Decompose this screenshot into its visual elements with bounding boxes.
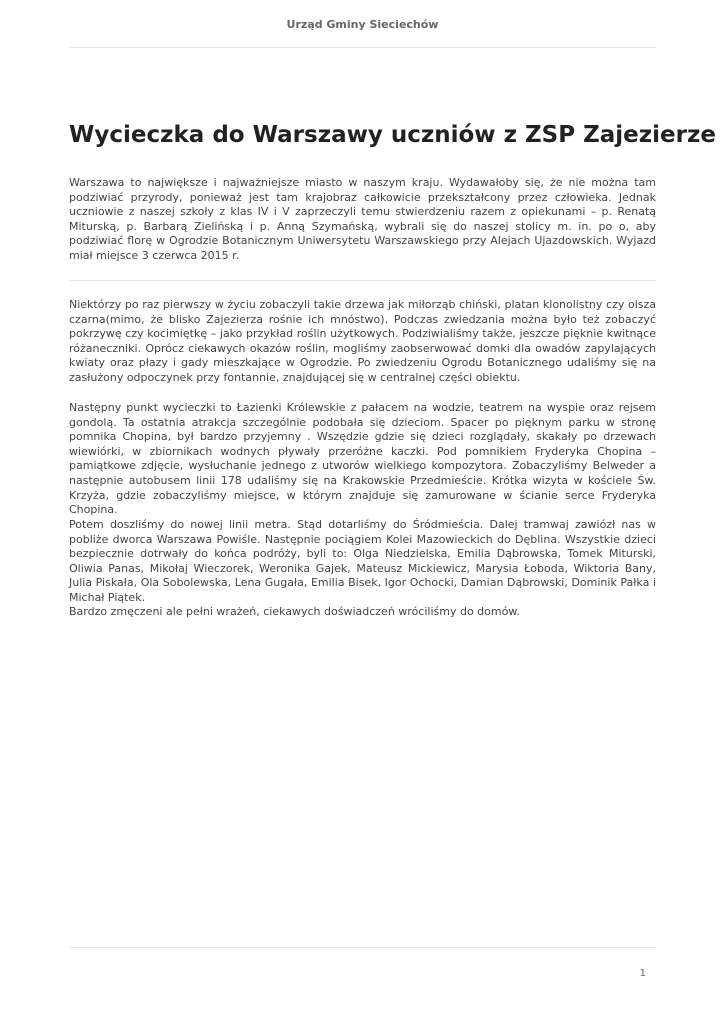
footer-divider (69, 947, 656, 948)
article-intro: Warszawa to największe i najważniejsze miasto w naszym kraju. Wydawałoby się, że nie można tam podziwiać przyrody, ponieważ jest tam krajobraz całkowicie przekształcony przez człowieka. Jednak uczniowie z naszej szkoły z klas IV i V zaprzeczyli temu stwierdzeniu razem z opiekunami – p. Renatą Miturską, p. Barbarą Zielińską i p. Anną Szymańską, wybrali się do naszej stolicy m. in. po o, aby podziwiać florę w Ogrodzie Botanicznym Uniwersytetu Warszawskiego przy Alejach Ujazdowskich. Wyjazd miał miejsce 3 czerwca 2015 r. (69, 176, 656, 262)
intro-divider (69, 280, 656, 281)
article-paragraph: Bardzo zmęczeni ale pełni wrażeń, ciekawych doświadczeń wróciliśmy do domów. (69, 605, 520, 618)
header-divider (69, 47, 656, 48)
page-number: 1 (639, 968, 646, 979)
site-name-header: Urząd Gminy Sieciechów (286, 18, 439, 31)
article-paragraph: Potem doszliśmy do nowej linii metra. Stąd dotarliśmy do Śródmieścia. Dalej tramwaj zawiózł nas w pobliże dworca Warszawa Powiśle. Następnie pociągiem Kolei Mazowieckich do Dęblina. Wszystkie dzieci bezpiecznie dotrwały do końca podróży, byli to: Olga Niedzielska, Emilia Dąbrowska, Tomek Miturski, Oliwia Panas, Mikołaj Wieczorek, Weronika Gajek, Mateusz Mickiewicz, Marysia Łoboda, Wiktoria Bany, Julia Piskała, Ola Sobolewska, Lena Gugała, Emilia Bisek, Igor Ochocki, Damian Dąbrowski, Dominik Pałka i Michał Piątek. (69, 518, 656, 604)
article-title: Wycieczka do Warszawy uczniów z ZSP Zajezierze (69, 122, 716, 148)
article-paragraph: Niektórzy po raz pierwszy w życiu zobaczyli takie drzewa jak miłorząb chiński, platan klonolistny czy olsza czarna(mimo, że blisko Zajezierza rośnie ich mnóstwo). Podczas zwiedzania można było też zobaczyć pokrzywę czy kocimiętkę – jako przykład roślin użytkowych. Podziwialiśmy także, jeszcze pięknie kwitnące różaneczniki. Oprócz ciekawych okazów roślin, mogliśmy zaobserwować domki dla owadów zapylających kwiaty oraz płazy i gady mieszkające w Ogrodzie. Po zwiedzeniu Ogrodu Botanicznego udaliśmy się na zasłużony odpoczynek przy fontannie, znajdującej się w centralnej części obiektu. (69, 298, 656, 384)
article-paragraph: Następny punkt wycieczki to Łazienki Królewskie z pałacem na wodzie, teatrem na wyspie oraz rejsem gondolą. Ta ostatnia atrakcja szczególnie podobała się dzieciom. Spacer po pięknym parku w stronę pomnika Chopina, był bardzo przyjemny . Wszędzie gdzie się dzieci rozglądały, skakały po drzewach wiewiórki, w zbiornikach wodnych pływały przeróżne kaczki. Pod pomnikiem Fryderyka Chopina – pamiątkowe zdjęcie, wysłuchanie jednego z utworów wielkiego kompozytora. Zobaczyliśmy Belweder a następnie autobusem linii 178 udaliśmy się na Krakowskie Przedmieście. Krótka wizyta w kościele Św. Krzyża, gdzie zobaczyliśmy miejsce, w którym znajduje się zamurowane w ścianie serce Fryderyka Chopina. (69, 401, 656, 517)
